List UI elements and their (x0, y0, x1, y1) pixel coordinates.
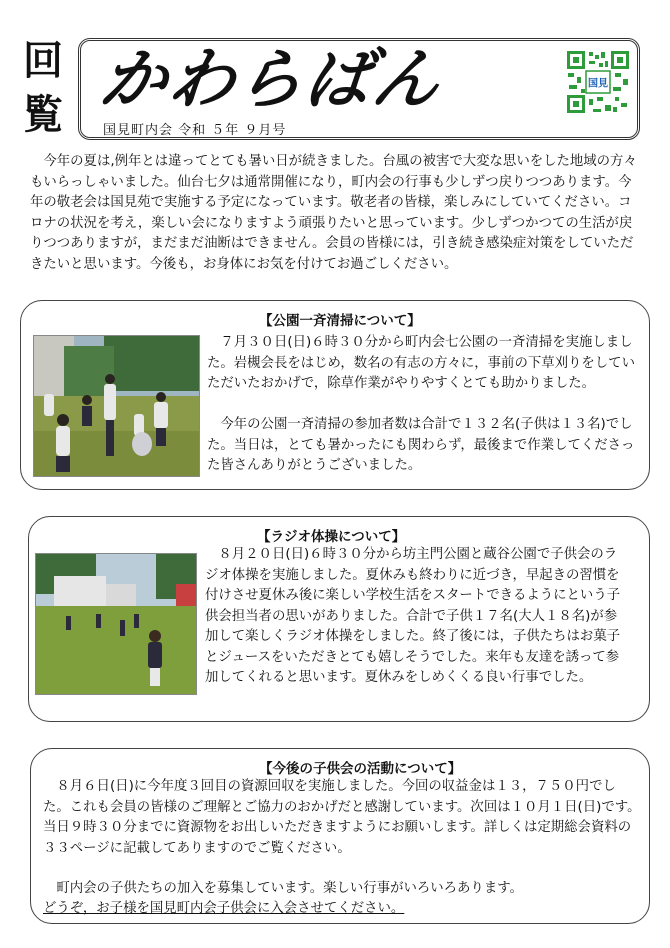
park-cleanup-text-2: 今年の公園一斉清掃の参加者数は合計で１３２名(子供は１３名)でした。当日は，とても暑かったにも関わらず，最後まで作業してくださった皆さんありがとうございました。 (207, 417, 635, 473)
qr-code-icon[interactable] (565, 49, 631, 115)
kairan-char-1: 回 (23, 37, 63, 84)
radio-exercise-section (28, 516, 650, 722)
children-club-section (30, 748, 650, 924)
radio-exercise-heading: 【ラジオ体操について】 (257, 529, 406, 545)
masthead (78, 38, 640, 140)
qr-label: 国見 (588, 78, 608, 90)
children-club-text-3: どうぞ，お子様を国見町内会子供会に入会させてください。 (43, 901, 405, 916)
intro-paragraph: 今年の夏は,例年とは違ってとても暑い日が続きました。台風の被害で大変な思いをした地域の方々もいらっしゃいました。仙台七夕は通常開催になり，町内会の行事も少しずつ戻りつつあります。今年の敬老会は国見苑で実施する予定になっています。敬老者の皆様，楽しみにしていてください。コロナの状況を考え，楽しい会になりますよう頑張りたいと思っています。少しずつかつての生活が戻りつつありますが，まだまだ油断はできません。会員の皆様には，引き続き感染症対策をしていただきたいと思います。今後も，お身体にお気を付けてお過ごしください。 (30, 154, 637, 272)
radio-exercise-photo (35, 553, 197, 695)
park-cleanup-text-1: ７月３０日(日)６時３０分から町内会七公園の一斉清掃を実施しました。岩槻会長をはじめ，数名の有志の方々に，事前の下草刈りをしていただいたおかげで，除草作業がやりやすくとても助かりました。 (207, 335, 635, 391)
park-cleanup-heading: 【公園一斉清掃について】 (259, 313, 421, 329)
newsletter-title: かわらばん (95, 41, 447, 118)
park-cleanup-section (20, 300, 650, 490)
radio-exercise-text: ８月２０日(日)６時３０分から坊主門公園と蔵谷公園で子供会のラジオ体操を実施しました。夏休みも終わりに近づき，早起きの習慣を付けさせ夏休み後に楽しい学校生活をスタートできるようにという子供会担当者の思いがありました。合計で子供１７名(大人１８名)が参加して楽しくラジオ体操をしました。終了後には，子供たちはお菓子とジュースをいただきとても嬉しそうでした。来年も友達を誘って参加してくれると思います。夏休みをしめくくる良い行事でした。 (205, 547, 621, 685)
children-club-text-2: 町内会の子供たちの加入を募集しています。楽しい行事がいろいろあります。 (56, 881, 523, 896)
children-club-heading: 【今後の子供会の活動について】 (259, 761, 462, 777)
park-cleanup-photo (33, 335, 200, 477)
kairan-char-2: 覧 (23, 91, 63, 138)
issue-info: 国見町内会 令和 ５年 ９月号 (103, 123, 287, 138)
children-club-text-1: ８月６日(日)に今年度３回目の資源回収を実施しました。今回の収益金は１３，７５０円でした。これも会員の皆様のご理解とご協力のおかげだと感謝しています。次回は１０月１日(日)です。当日９時３０分までに資源物をお出しいただきますようにお願いします。詳しくは定期総会資料の３３ページに記載してありますのでご覧ください。 (43, 779, 641, 856)
